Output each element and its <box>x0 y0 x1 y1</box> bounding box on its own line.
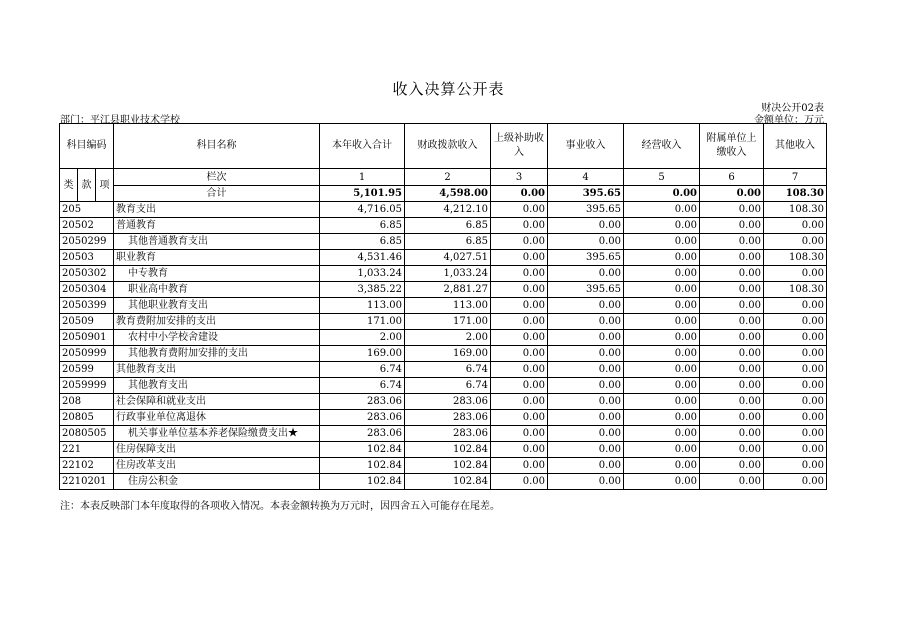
amount-cell: 0.00 <box>700 250 764 266</box>
amount-cell: 0.00 <box>548 378 624 394</box>
amount-cell: 395.65 <box>548 250 624 266</box>
total-row <box>60 186 827 202</box>
page-title: 收入决算公开表 <box>392 80 505 98</box>
amount-cell: 0.00 <box>764 378 827 394</box>
amount-cell: 4,716.05 <box>320 202 405 218</box>
table-row <box>60 330 827 346</box>
amount-cell: 108.30 <box>764 250 827 266</box>
amount-cell: 0.00 <box>491 202 548 218</box>
amount-cell: 0.00 <box>548 266 624 282</box>
total-cell: 5,101.95 <box>320 186 405 202</box>
amount-cell: 102.84 <box>320 458 405 474</box>
amount-cell: 2.00 <box>320 330 405 346</box>
amount-cell: 6.74 <box>405 362 491 378</box>
table-row <box>60 218 827 234</box>
amount-cell: 1,033.24 <box>320 266 405 282</box>
subject-code-cell: 208 <box>60 394 114 410</box>
lei-header: 类 <box>60 169 78 202</box>
amount-cell: 0.00 <box>764 394 827 410</box>
subject-code-cell: 2050901 <box>60 330 114 346</box>
table-row <box>60 202 827 218</box>
table-row <box>60 410 827 426</box>
subject-name-cell: 住房改革支出 <box>114 458 320 474</box>
total-label: 合计 <box>114 186 320 202</box>
table-row <box>60 394 827 410</box>
amount-cell: 108.30 <box>764 282 827 298</box>
subject-code-cell: 2210201 <box>60 474 114 490</box>
total-cell: 0.00 <box>624 186 700 202</box>
amount-cell: 0.00 <box>624 250 700 266</box>
amount-cell: 0.00 <box>491 426 548 442</box>
table-row <box>60 298 827 314</box>
col-no-6: 6 <box>700 169 764 186</box>
amount-cell: 6.74 <box>405 378 491 394</box>
amount-cell: 0.00 <box>764 426 827 442</box>
amount-cell: 0.00 <box>624 314 700 330</box>
amount-cell: 2,881.27 <box>405 282 491 298</box>
amount-cell: 0.00 <box>491 458 548 474</box>
subject-code-cell: 2050299 <box>60 234 114 250</box>
total-cell: 4,598.00 <box>405 186 491 202</box>
amount-cell: 102.84 <box>405 442 491 458</box>
subject-name-cell: 其他教育费附加安排的支出 <box>114 346 320 362</box>
amount-cell: 0.00 <box>764 234 827 250</box>
amount-cell: 0.00 <box>764 218 827 234</box>
subject-name-cell: 中专教育 <box>114 266 320 282</box>
amount-cell: 113.00 <box>405 298 491 314</box>
amount-cell: 0.00 <box>700 394 764 410</box>
amount-cell: 0.00 <box>624 202 700 218</box>
amount-cell: 171.00 <box>320 314 405 330</box>
table-body <box>60 202 827 490</box>
subject-code-cell: 20502 <box>60 218 114 234</box>
unit-label: 金额单位：万元 <box>754 115 824 126</box>
amount-cell: 102.84 <box>320 474 405 490</box>
amount-cell: 0.00 <box>624 234 700 250</box>
subject-code-cell: 22102 <box>60 458 114 474</box>
amount-cell: 0.00 <box>700 458 764 474</box>
subject-code-cell: 2050302 <box>60 266 114 282</box>
amount-cell: 6.85 <box>405 234 491 250</box>
income-table <box>59 123 827 490</box>
amount-cell: 108.30 <box>764 202 827 218</box>
seq-label: 栏次 <box>114 169 320 186</box>
amount-cell: 169.00 <box>405 346 491 362</box>
amount-cell: 0.00 <box>624 282 700 298</box>
amount-cell: 0.00 <box>548 474 624 490</box>
table-row <box>60 266 827 282</box>
col-no-3: 3 <box>491 169 548 186</box>
table-row <box>60 426 827 442</box>
amount-cell: 0.00 <box>491 234 548 250</box>
amount-cell: 0.00 <box>624 266 700 282</box>
amount-cell: 0.00 <box>548 458 624 474</box>
amount-cell: 0.00 <box>764 346 827 362</box>
total-cell: 395.65 <box>548 186 624 202</box>
col-no-2: 2 <box>405 169 491 186</box>
amount-cell: 0.00 <box>548 442 624 458</box>
amount-cell: 102.84 <box>405 474 491 490</box>
amount-cell: 0.00 <box>491 250 548 266</box>
amount-cell: 0.00 <box>700 218 764 234</box>
table-row <box>60 362 827 378</box>
amount-cell: 0.00 <box>491 394 548 410</box>
subject-name-cell: 其他教育支出 <box>114 362 320 378</box>
amount-cell: 4,531.46 <box>320 250 405 266</box>
department-label: 部门：平江县职业技术学校 <box>60 115 180 126</box>
amount-cell: 0.00 <box>491 266 548 282</box>
amount-cell: 283.06 <box>320 426 405 442</box>
table-row <box>60 442 827 458</box>
amount-cell: 0.00 <box>700 202 764 218</box>
amount-cell: 283.06 <box>320 410 405 426</box>
amount-cell: 6.74 <box>320 378 405 394</box>
amount-cell: 0.00 <box>624 346 700 362</box>
amount-cell: 0.00 <box>548 298 624 314</box>
amount-cell: 0.00 <box>624 458 700 474</box>
amount-cell: 395.65 <box>548 202 624 218</box>
subject-name-cell: 其他职业教育支出 <box>114 298 320 314</box>
subject-name-cell: 农村中小学校舍建设 <box>114 330 320 346</box>
amount-cell: 0.00 <box>491 282 548 298</box>
amount-cell: 102.84 <box>320 442 405 458</box>
col-header-4: 事业收入 <box>548 124 624 169</box>
amount-cell: 0.00 <box>548 218 624 234</box>
amount-cell: 0.00 <box>700 378 764 394</box>
amount-cell: 3,385.22 <box>320 282 405 298</box>
total-cell: 0.00 <box>491 186 548 202</box>
footnote: 注：本表反映部门本年度取得的各项收入情况。本表金额转换为万元时，因四舍五入可能存在尾差。 <box>60 501 500 512</box>
table-row <box>60 314 827 330</box>
amount-cell: 0.00 <box>700 266 764 282</box>
subject-name-cell: 职业教育 <box>114 250 320 266</box>
amount-cell: 0.00 <box>764 474 827 490</box>
subject-code-cell: 2050304 <box>60 282 114 298</box>
amount-cell: 6.85 <box>405 218 491 234</box>
amount-cell: 4,212.10 <box>405 202 491 218</box>
col-header-7: 其他收入 <box>764 124 827 169</box>
col-header-5: 经营收入 <box>624 124 700 169</box>
subject-name-cell: 其他普通教育支出 <box>114 234 320 250</box>
table-row <box>60 346 827 362</box>
amount-cell: 0.00 <box>764 298 827 314</box>
amount-cell: 0.00 <box>700 442 764 458</box>
amount-cell: 0.00 <box>624 378 700 394</box>
amount-cell: 0.00 <box>700 298 764 314</box>
amount-cell: 0.00 <box>624 330 700 346</box>
amount-cell: 102.84 <box>405 458 491 474</box>
amount-cell: 0.00 <box>491 346 548 362</box>
amount-cell: 0.00 <box>491 378 548 394</box>
col-header-2: 财政拨款收入 <box>405 124 491 169</box>
subject-name-cell: 住房保障支出 <box>114 442 320 458</box>
col-header-6: 附属单位上缴收入 <box>700 124 764 169</box>
table-row <box>60 378 827 394</box>
subject-name-cell: 住房公积金 <box>114 474 320 490</box>
amount-cell: 171.00 <box>405 314 491 330</box>
amount-cell: 0.00 <box>548 234 624 250</box>
amount-cell: 0.00 <box>491 474 548 490</box>
amount-cell: 0.00 <box>700 314 764 330</box>
total-cell: 0.00 <box>700 186 764 202</box>
amount-cell: 283.06 <box>405 410 491 426</box>
table-row <box>60 234 827 250</box>
subject-name-cell: 职业高中教育 <box>114 282 320 298</box>
amount-cell: 6.85 <box>320 218 405 234</box>
subject-code-cell: 20805 <box>60 410 114 426</box>
amount-cell: 0.00 <box>764 458 827 474</box>
amount-cell: 0.00 <box>764 442 827 458</box>
amount-cell: 0.00 <box>624 298 700 314</box>
amount-cell: 395.65 <box>548 282 624 298</box>
total-cell: 108.30 <box>764 186 827 202</box>
amount-cell: 2.00 <box>405 330 491 346</box>
amount-cell: 0.00 <box>548 314 624 330</box>
col-no-1: 1 <box>320 169 405 186</box>
col-no-7: 7 <box>764 169 827 186</box>
kuan-header: 款 <box>78 169 96 202</box>
amount-cell: 0.00 <box>491 410 548 426</box>
subject-code-cell: 2050399 <box>60 298 114 314</box>
amount-cell: 169.00 <box>320 346 405 362</box>
amount-cell: 0.00 <box>700 234 764 250</box>
table-row <box>60 250 827 266</box>
amount-cell: 0.00 <box>491 330 548 346</box>
amount-cell: 0.00 <box>700 426 764 442</box>
amount-cell: 0.00 <box>624 442 700 458</box>
subject-code-cell: 2050999 <box>60 346 114 362</box>
amount-cell: 0.00 <box>624 426 700 442</box>
subject-code-cell: 20509 <box>60 314 114 330</box>
seq-row <box>60 169 827 186</box>
amount-cell: 0.00 <box>700 330 764 346</box>
amount-cell: 0.00 <box>548 362 624 378</box>
subject-name-cell: 机关事业单位基本养老保险缴费支出★ <box>114 426 320 442</box>
amount-cell: 0.00 <box>548 426 624 442</box>
amount-cell: 1,033.24 <box>405 266 491 282</box>
subject-code-cell: 221 <box>60 442 114 458</box>
amount-cell: 0.00 <box>491 218 548 234</box>
amount-cell: 0.00 <box>700 346 764 362</box>
amount-cell: 0.00 <box>548 394 624 410</box>
amount-cell: 0.00 <box>624 362 700 378</box>
subject-name-cell: 教育支出 <box>114 202 320 218</box>
subject-code-cell: 20599 <box>60 362 114 378</box>
subject-code-cell: 2080505 <box>60 426 114 442</box>
table-row <box>60 474 827 490</box>
amount-cell: 0.00 <box>764 330 827 346</box>
amount-cell: 0.00 <box>491 362 548 378</box>
table-row <box>60 458 827 474</box>
subject-name-cell: 教育费附加安排的支出 <box>114 314 320 330</box>
amount-cell: 0.00 <box>700 410 764 426</box>
amount-cell: 0.00 <box>548 410 624 426</box>
subject-code-cell: 205 <box>60 202 114 218</box>
amount-cell: 113.00 <box>320 298 405 314</box>
subject-name-cell: 普通教育 <box>114 218 320 234</box>
amount-cell: 0.00 <box>624 474 700 490</box>
amount-cell: 283.06 <box>320 394 405 410</box>
amount-cell: 0.00 <box>700 362 764 378</box>
amount-cell: 0.00 <box>491 442 548 458</box>
amount-cell: 6.74 <box>320 362 405 378</box>
col-header-3: 上级补助收入 <box>491 124 548 169</box>
subject-code-cell: 2059999 <box>60 378 114 394</box>
amount-cell: 4,027.51 <box>405 250 491 266</box>
subject-name-cell: 行政事业单位离退休 <box>114 410 320 426</box>
subject-name-cell: 社会保障和就业支出 <box>114 394 320 410</box>
amount-cell: 0.00 <box>700 282 764 298</box>
col-header-1: 本年收入合计 <box>320 124 405 169</box>
amount-cell: 0.00 <box>624 394 700 410</box>
amount-cell: 283.06 <box>405 394 491 410</box>
amount-cell: 0.00 <box>548 330 624 346</box>
amount-cell: 0.00 <box>624 218 700 234</box>
amount-cell: 283.06 <box>405 426 491 442</box>
amount-cell: 0.00 <box>491 298 548 314</box>
subject-code-cell: 20503 <box>60 250 114 266</box>
amount-cell: 0.00 <box>764 410 827 426</box>
amount-cell: 0.00 <box>700 474 764 490</box>
subject-code-header: 科目编码 <box>60 124 114 169</box>
form-code: 财决公开02表 <box>761 103 824 114</box>
amount-cell: 0.00 <box>764 266 827 282</box>
subject-name-header: 科目名称 <box>114 124 320 169</box>
amount-cell: 0.00 <box>764 362 827 378</box>
subject-name-cell: 其他教育支出 <box>114 378 320 394</box>
col-no-4: 4 <box>548 169 624 186</box>
amount-cell: 6.85 <box>320 234 405 250</box>
amount-cell: 0.00 <box>624 410 700 426</box>
amount-cell: 0.00 <box>491 314 548 330</box>
amount-cell: 0.00 <box>548 346 624 362</box>
header-row <box>60 124 827 169</box>
amount-cell: 0.00 <box>764 314 827 330</box>
table-row <box>60 282 827 298</box>
col-no-5: 5 <box>624 169 700 186</box>
xiang-header: 项 <box>96 169 114 202</box>
